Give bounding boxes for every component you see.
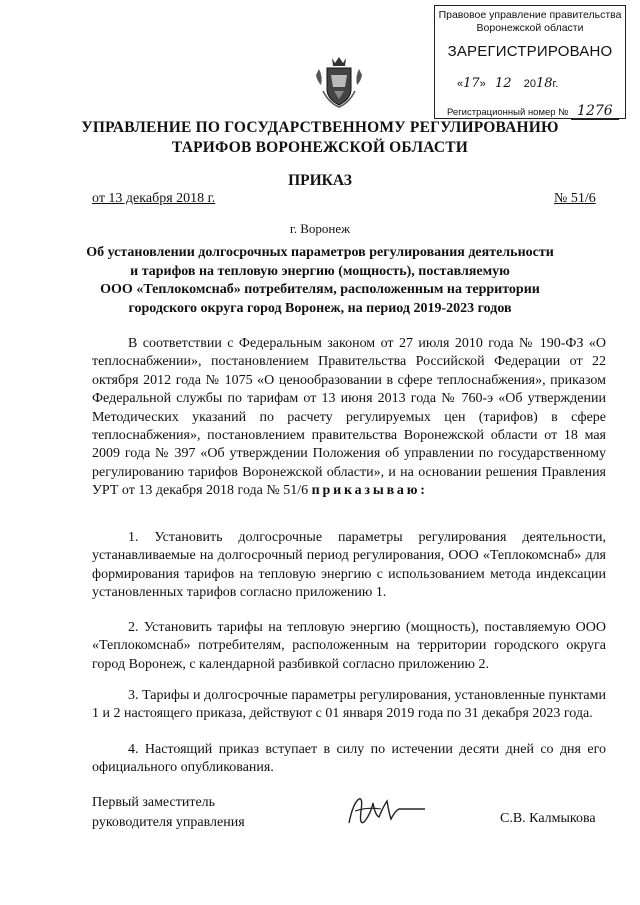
stamp-reg-number-value: 1276	[571, 103, 619, 120]
document-city: г. Воронеж	[289, 221, 351, 236]
stamp-date-year: 18	[536, 76, 553, 91]
agency-name: УПРАВЛЕНИЕ ПО ГОСУДАРСТВЕННОМУ РЕГУЛИРОВАНИЮ ТАРИФОВ ВОРОНЕЖСКОЙ ОБЛАСТИ	[81, 119, 559, 156]
stamp-reg-number-label: Регистрационный номер №	[447, 107, 569, 118]
stamp-date-suffix: г.	[552, 78, 559, 90]
registration-stamp	[434, 5, 626, 119]
stamp-date-month: 12	[494, 76, 512, 91]
order-item-1: 1. Установить долгосрочные параметры регулирования деятельности, устанавливаемые на долгосрочный период регулирования, ООО «Теплокомснаб» для формирования тарифов на тепловую энергию с использованием метода индексации установленных тарифов согласно приложению 1.	[92, 530, 606, 601]
stamp-organization: Правовое управление правительства Воронежской области	[438, 9, 622, 34]
preamble-paragraph	[92, 335, 606, 501]
document-number: № 51/6	[554, 191, 596, 206]
order-item-2: 2. Установить тарифы на тепловую энергию (мощность), поставляемую ООО «Теплокомснаб» потребителям, расположенным на территории городского округа город Воронеж, с календарной разбивкой согласно приложению 2.	[92, 620, 606, 672]
order-item-4: 4. Настоящий приказ вступает в силу по истечении десяти дней со дня его официального опубликования.	[92, 742, 606, 776]
order-word: приказываю:	[311, 483, 428, 499]
preamble-text: В соответствии с Федеральным законом от 27 июля 2010 года № 190-ФЗ «О теплоснабжении», постановлением Правительства Российской Федерации от 22 октября 2012 года № 1075 «О ценообразовании в сфере теплоснабжения», приказом Федеральной службы по тарифам от 13 июня 2013 года № 760-э «Об утверждении Методических указаний по расчету регулируемых цен (тарифов) в сфере теплоснабжения», постановлением правительства Воронежской области от 18 мая 2009 года № 397 «Об утверждении Положения об управлении по государственному регулированию тарифов Воронежской области», и на основании решения Правления УРТ от 13 декабря 2018 года № 51/6	[92, 336, 606, 499]
document-type: ПРИКАЗ	[288, 172, 352, 189]
signer-name: С.В. Калмыкова	[500, 811, 596, 826]
signer-position: Первый заместитель руководителя управления	[92, 795, 245, 830]
coat-of-arms-icon	[315, 55, 363, 109]
stamp-registered: ЗАРЕГИСТРИРОВАНО	[447, 43, 613, 60]
stamp-date: «17» 12 2018г.	[457, 76, 559, 91]
handwritten-signature-icon	[345, 793, 430, 837]
order-item-3: 3. Тарифы и долгосрочные параметры регулирования, установленные пунктами 1 и 2 настоящего приказа, действуют с 01 января 2019 года по 31 декабря 2023 года.	[92, 688, 606, 722]
document-title: Об установлении долгосрочных параметров регулирования деятельности и тарифов на тепловую энергию (мощность), поставляемую ООО «Теплокомснаб» потребителям, расположенным на территории городского округа город Воронеж, на период 2019-2023 годов	[86, 245, 554, 316]
document-date: от 13 декабря 2018 г.	[92, 191, 216, 206]
stamp-date-day: 17	[463, 76, 480, 91]
stamp-date-year-prefix: 20	[523, 78, 536, 90]
stamp-reg-number	[447, 103, 619, 119]
